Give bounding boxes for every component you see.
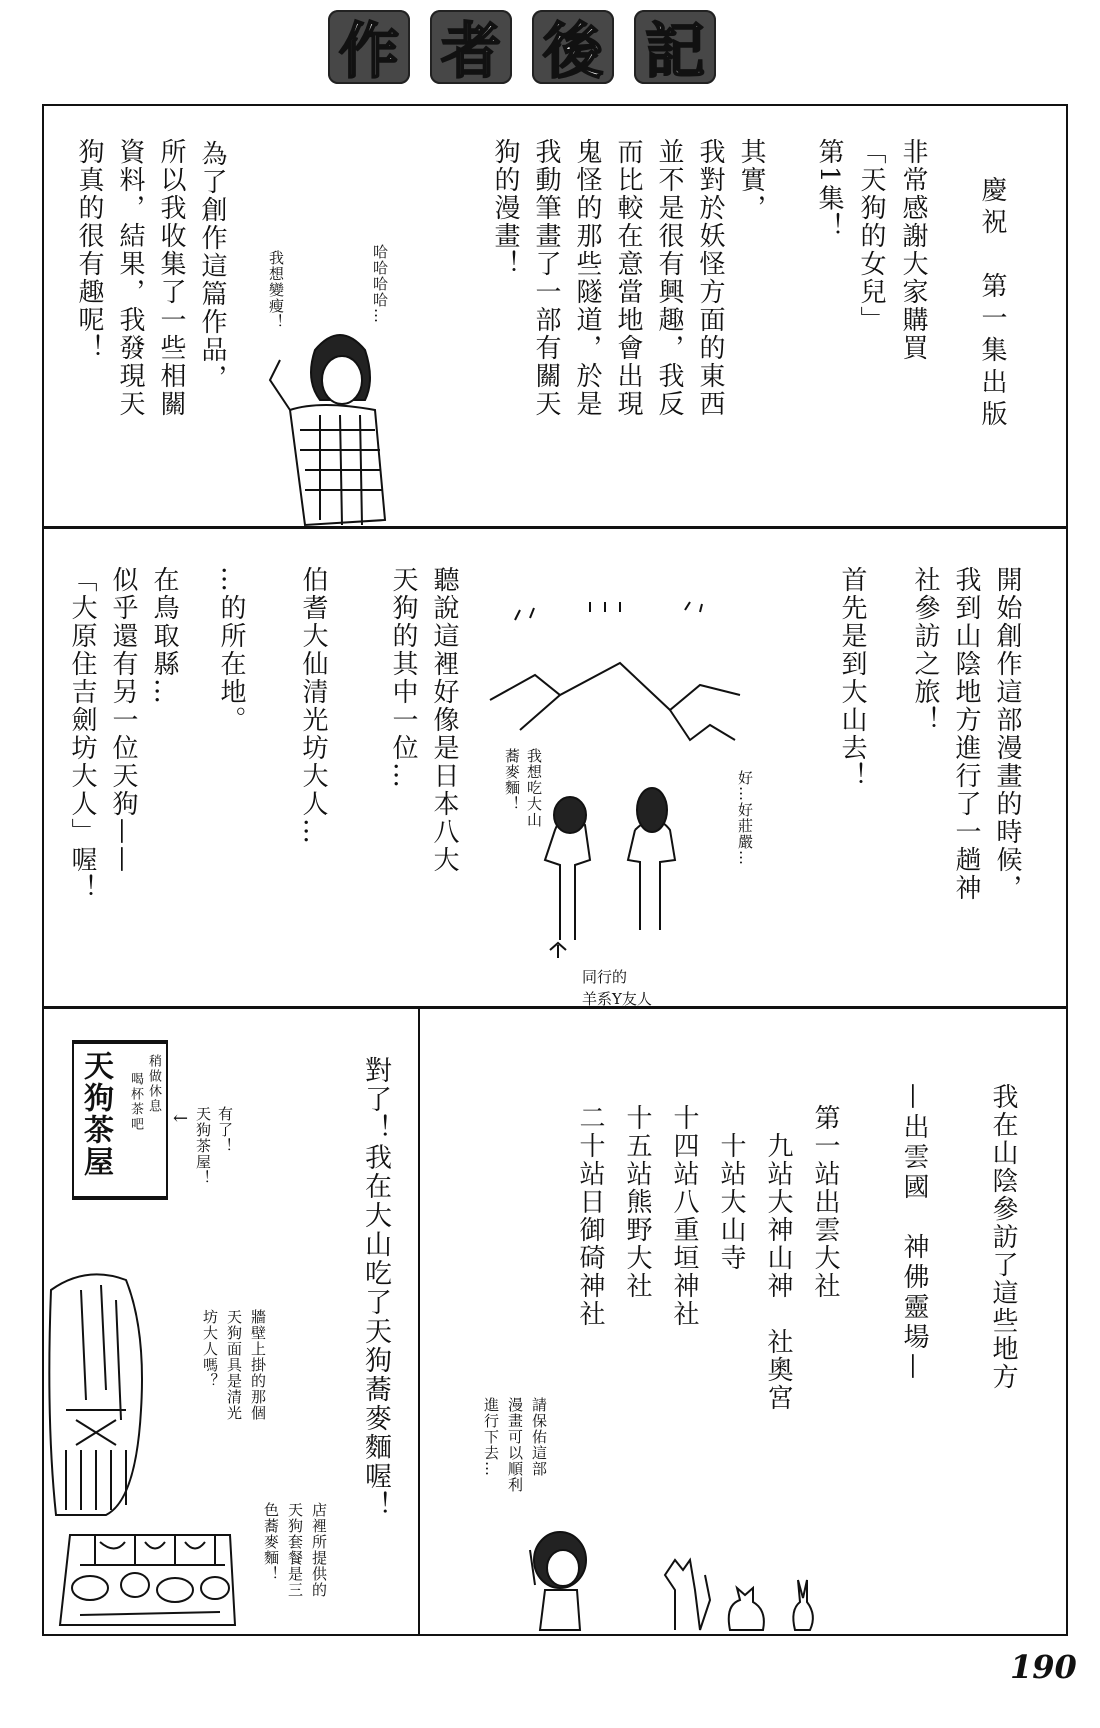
text-line: 色蕎麥麵！: [262, 1502, 280, 1582]
text-line: 似乎還有另一位天狗——: [108, 566, 138, 874]
text-line: 「大原住吉劍坊大人」喔！: [67, 566, 97, 902]
panel4-main: 對了！我在大山吃了天狗蕎麥麵喔！: [360, 1056, 391, 1520]
station-label: 十站: [716, 1132, 746, 1188]
station-item: [801, 1083, 848, 1412]
sign-title: 天狗茶屋: [78, 1050, 113, 1178]
text-line: 蕎麥麵！: [503, 748, 521, 812]
panel1-heading: 慶祝 第一集出版: [977, 176, 1007, 432]
text-line: 社參訪之旅！: [910, 566, 940, 734]
sign-sub: [126, 1054, 162, 1132]
text-line: 有了！: [216, 1106, 234, 1154]
text-line: 其實，: [736, 138, 766, 222]
station-label: 第一站: [810, 1104, 840, 1188]
soba-set-drawing: [55, 1530, 255, 1630]
station-name: 熊野大社: [622, 1188, 652, 1300]
text-line: 我想吃大山: [525, 748, 543, 828]
station-name: 八重垣神社: [669, 1188, 699, 1328]
tengu-mask-drawing: [46, 1270, 156, 1520]
panel2-para5: …的所在地。: [216, 566, 246, 734]
panel2-para4: 伯耆大仙清光坊大人…: [298, 566, 328, 846]
station-label: 十五站: [622, 1104, 652, 1188]
text-line: 我對於妖怪方面的東西: [695, 138, 725, 418]
text-line: 非常感謝大家購買: [898, 138, 928, 362]
title-char: 者: [430, 10, 512, 84]
station-name: 大山寺: [716, 1188, 746, 1272]
author-figure-drawing: [260, 320, 420, 530]
station-name: 出雲大社: [810, 1188, 840, 1300]
text-line: 天狗面具是清光: [225, 1309, 243, 1421]
panel1-para3: [68, 138, 232, 418]
station-label: 九站: [763, 1132, 793, 1188]
station-label: 二十站: [575, 1104, 605, 1188]
station-list: [566, 1083, 848, 1412]
title-char: 作: [328, 10, 410, 84]
text-line: 「天狗的女兒」: [856, 138, 886, 334]
station-label: 十四站: [669, 1104, 699, 1188]
station-item: [660, 1083, 707, 1412]
station-item: [707, 1083, 754, 1412]
text-line: 我動筆畫了一部有關天: [531, 138, 561, 418]
text-line: 喝杯茶吧: [128, 1072, 143, 1132]
mask-note: [198, 1309, 270, 1421]
panel-divider: [42, 526, 1068, 529]
arrow-icon: ←: [173, 1108, 189, 1129]
text-line: 坊大人嗎？: [201, 1309, 219, 1389]
station-name: 日御碕神社: [575, 1188, 605, 1328]
text-line: 店裡所提供的: [310, 1502, 328, 1598]
text-line: 為了創作這篇作品，: [197, 140, 227, 392]
station-item: [566, 1083, 613, 1412]
speech-solemn: 好…好莊嚴…: [736, 770, 754, 866]
station-item: [613, 1083, 660, 1412]
text-line: 鬼怪的那些隧道，於是: [572, 138, 602, 418]
text-line: 聽說這裡好像是日本八大: [429, 566, 459, 874]
text-line: 資料，結果，我發現天: [115, 138, 145, 418]
page-title: [328, 10, 716, 87]
panel-divider: [42, 1006, 1068, 1009]
speech-pray: [479, 1397, 551, 1493]
text-line: 天狗的其中一位…: [388, 566, 418, 790]
panel-divider: [418, 1006, 420, 1636]
text-line: 狗真的很有趣呢！: [74, 138, 104, 362]
panel3-intro: 我在山陰參訪了這些地方: [988, 1083, 1018, 1391]
text-line: 天狗茶屋！: [194, 1106, 212, 1186]
tengu-teahouse-sign: [72, 1040, 168, 1200]
station-name: 大神山神 社奧宮: [763, 1188, 793, 1412]
caption-friend: [582, 966, 652, 1010]
text-line: 而比較在意當地會出現: [613, 138, 643, 418]
speech-laugh: 哈哈哈哈…: [371, 244, 389, 324]
speech-thin: 我想變瘦！: [267, 250, 285, 330]
text-line: 漫畫可以順利: [506, 1397, 524, 1493]
text-line: 並不是很有興趣，我反: [654, 138, 684, 418]
panel2-para1: [904, 566, 1027, 902]
text-line: 我到山陰地方進行了一趟神: [951, 566, 981, 902]
panel1-para1: [808, 138, 934, 362]
panel2-para3: [382, 566, 464, 874]
speech-found: [192, 1106, 236, 1186]
praying-author-and-animals-drawing: [505, 1530, 885, 1635]
title-char: 記: [634, 10, 716, 84]
text-line: 同行的: [582, 968, 628, 986]
panel2-para6: [61, 566, 184, 902]
text-line: 天狗套餐是三: [286, 1502, 304, 1598]
text-line: 羊系Y友人: [582, 990, 652, 1008]
mountain-and-friends-drawing: [490, 600, 760, 960]
text-line: 所以我收集了一些相關: [156, 138, 186, 418]
text-line: 狗的漫畫！: [490, 138, 520, 278]
station-item: [754, 1083, 801, 1412]
panel3-subtitle: —出雲國 神佛靈場—: [899, 1083, 929, 1383]
text-line: 稍做休息: [146, 1054, 161, 1114]
set-note: [259, 1502, 331, 1598]
text-line: 第1集！: [814, 138, 844, 241]
panel2-para2: 首先是到大山去！: [837, 566, 867, 790]
text-line: 牆壁上掛的那個: [249, 1309, 267, 1421]
title-char: 後: [532, 10, 614, 84]
panel1-para2: [484, 138, 771, 418]
text-line: 進行下去…: [482, 1397, 500, 1477]
text-line: 在鳥取縣…: [149, 566, 179, 706]
text-line: 開始創作這部漫畫的時候，: [992, 566, 1022, 902]
page-number: 190: [1010, 1648, 1077, 1686]
text-line: 請保佑這部: [530, 1397, 548, 1477]
